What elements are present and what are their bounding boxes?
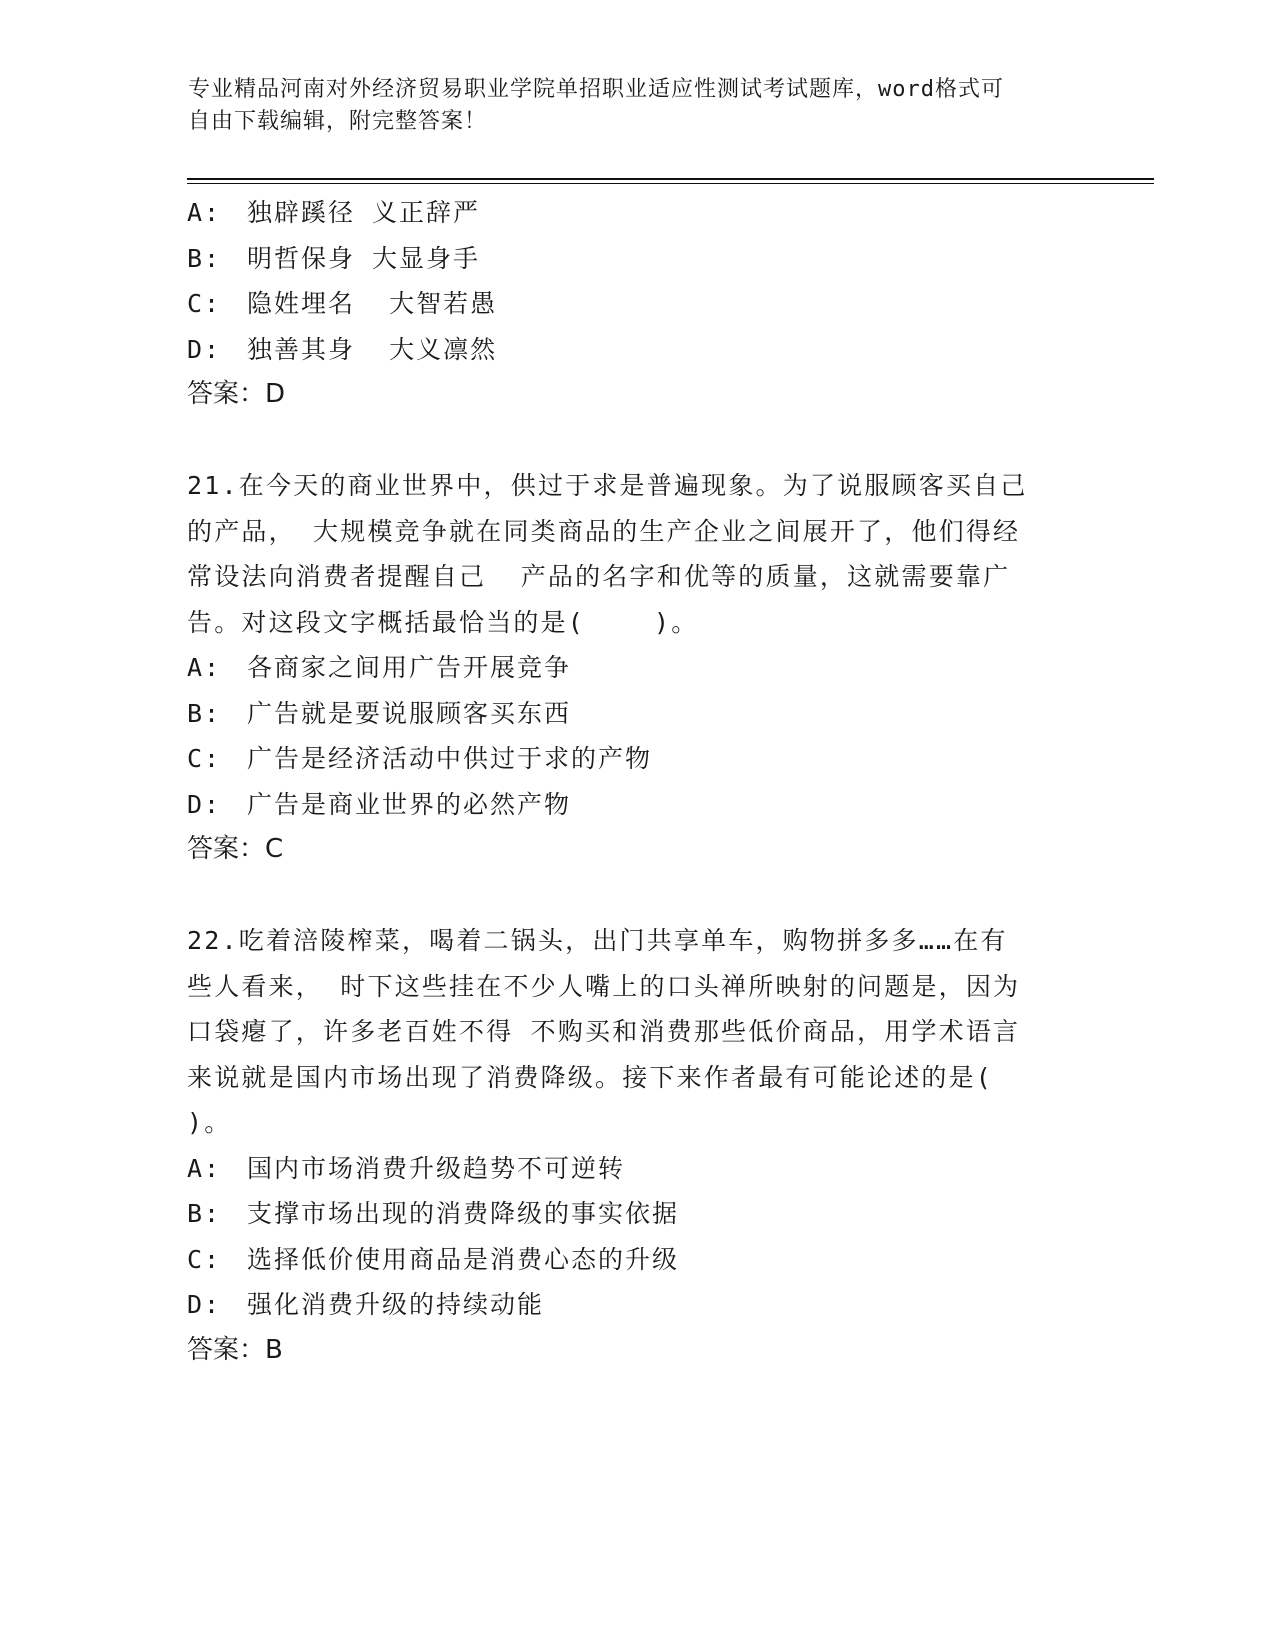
option-b: B: 明哲保身 大显身手 xyxy=(187,243,481,273)
option-d: D: 强化消费升级的持续动能 xyxy=(187,1290,545,1319)
question-text-line: 告。对这段文字概括最恰当的是( )。 xyxy=(187,607,699,637)
answer-line: 答案：C xyxy=(187,834,284,864)
option-d: D: 广告是商业世界的必然产物 xyxy=(187,789,572,819)
header-divider-thick xyxy=(187,178,1154,180)
answer-line: 答案：D xyxy=(187,379,286,409)
option-b: B: 广告就是要说服顾客买东西 xyxy=(187,698,572,728)
header-line-2: 自由下载编辑，附完整答案！ xyxy=(188,109,488,134)
option-a: A: 独辟蹊径 义正辞严 xyxy=(187,198,481,227)
option-b: B: 支撑市场出现的消费降级的事实依据 xyxy=(187,1199,680,1228)
question-text-line: 些人看来， 时下这些挂在不少人嘴上的口头禅所映射的问题是，因为 xyxy=(187,971,1021,1001)
option-c: C: 选择低价使用商品是消费心态的升级 xyxy=(187,1244,680,1274)
option-a: A: 国内市场消费升级趋势不可逆转 xyxy=(187,1153,626,1183)
question-21 xyxy=(187,463,1087,873)
option-a: A: 各商家之间用广告开展竞争 xyxy=(187,653,572,682)
prev-question-options xyxy=(187,190,1087,418)
question-22 xyxy=(187,918,1087,1373)
question-text-line: 常设法向消费者提醒自己 产品的名字和优等的质量，这就需要靠广 xyxy=(187,562,1011,591)
question-text-line: )。 xyxy=(187,1108,232,1137)
answer-line: 答案：B xyxy=(187,1334,283,1365)
question-text-line: 22.吃着涪陵榨菜，喝着二锅头，出门共享单车，购物拼多多……在有 xyxy=(187,926,1008,955)
page-header xyxy=(188,74,1068,138)
header-line-1: 专业精品河南对外经济贸易职业学院单招职业适应性测试考试题库，word格式可 xyxy=(188,77,1004,102)
header-divider-thin xyxy=(187,183,1154,184)
option-c: C: 隐姓埋名 大智若愚 xyxy=(187,289,498,318)
question-text-line: 21.在今天的商业世界中，供过于求是普遍现象。为了说服顾客买自己 xyxy=(187,471,1028,500)
question-text-line: 来说就是国内市场出现了消费降级。接下来作者最有可能论述的是( xyxy=(187,1062,994,1092)
document-body xyxy=(187,190,1087,1373)
option-d: D: 独善其身 大义凛然 xyxy=(187,334,498,364)
question-text-line: 的产品， 大规模竞争就在同类商品的生产企业之间展开了，他们得经 xyxy=(187,516,1021,546)
question-text-line: 口袋瘪了，许多老百姓不得 不购买和消费那些低价商品，用学术语言 xyxy=(187,1017,1021,1046)
option-c: C: 广告是经济活动中供过于求的产物 xyxy=(187,744,653,773)
